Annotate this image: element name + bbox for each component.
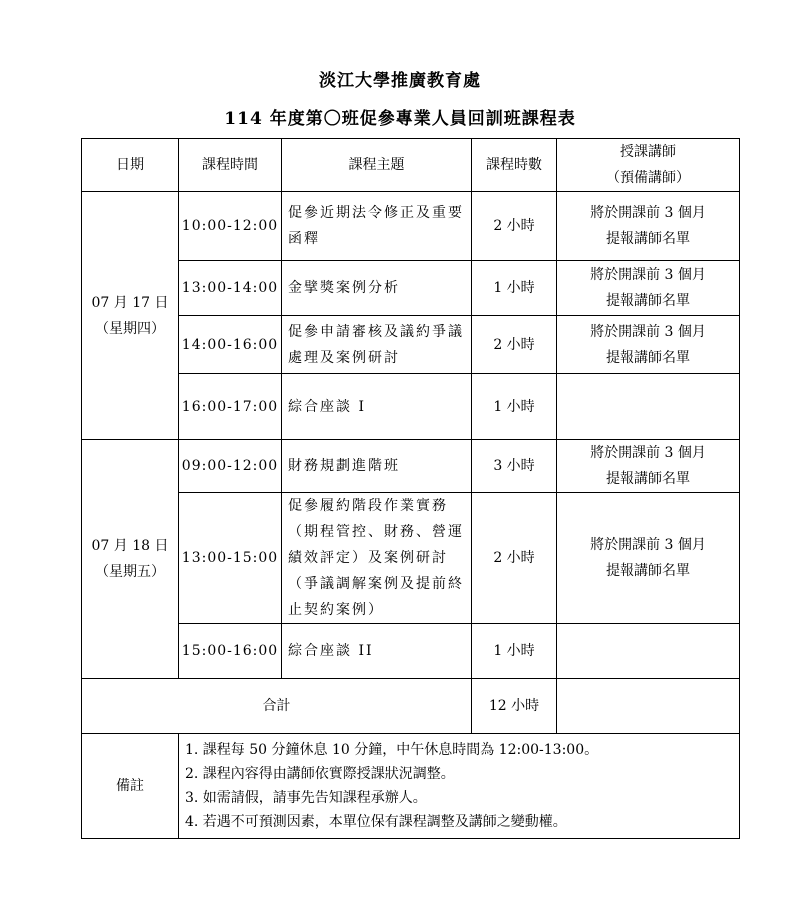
col-header-hours: 課程時數 xyxy=(472,139,557,192)
day1-weekday: （星期四） xyxy=(95,320,165,337)
session-instructor xyxy=(557,261,740,316)
session-time: 16:00-17:00 xyxy=(179,374,282,440)
table-row xyxy=(82,374,740,440)
header-row xyxy=(82,139,740,192)
instructor-line2: 提報講師名單 xyxy=(606,231,690,247)
session-hours: 1 小時 xyxy=(472,261,557,316)
table-row xyxy=(82,440,740,493)
day2-date: 07 月 18 日 xyxy=(91,538,169,554)
notes-row xyxy=(82,734,740,839)
table-row xyxy=(82,493,740,624)
note-item: 1. 課程每 50 分鐘休息 10 分鐘，中午休息時間為 12:00-13:00。 xyxy=(185,742,599,758)
notes-body xyxy=(179,734,740,839)
organization-title: 淡江大學推廣教育處 xyxy=(319,71,481,91)
total-row xyxy=(82,679,740,734)
col-header-date: 日期 xyxy=(82,139,179,192)
session-topic: 促參履約階段作業實務（期程管控、財務、營運績效評定）及案例研討（爭議調解案例及提前終止契約案例） xyxy=(282,493,472,624)
session-time: 13:00-14:00 xyxy=(179,261,282,316)
session-topic: 綜合座談 II xyxy=(282,624,472,679)
session-hours: 2 小時 xyxy=(472,192,557,261)
session-hours: 1 小時 xyxy=(472,624,557,679)
instructor-header-line2: （預備講師） xyxy=(606,170,690,186)
session-topic: 綜合座談 I xyxy=(282,374,472,440)
total-label: 合計 xyxy=(82,679,472,734)
document-title: 114 年度第〇班促參專業人員回訓班課程表 xyxy=(224,109,576,129)
session-time: 09:00-12:00 xyxy=(179,440,282,493)
session-instructor xyxy=(557,316,740,374)
day2-date-cell xyxy=(82,440,179,679)
note-item: 3. 如需請假，請事先告知課程承辦人。 xyxy=(185,790,427,806)
col-header-instructor xyxy=(557,139,740,192)
instructor-line2: 提報講師名單 xyxy=(606,293,690,309)
table-row xyxy=(82,624,740,679)
table-row xyxy=(82,261,740,316)
session-hours: 1 小時 xyxy=(472,374,557,440)
session-instructor xyxy=(557,493,740,624)
note-item: 4. 若遇不可預測因素，本單位保有課程調整及講師之變動權。 xyxy=(185,814,567,830)
instructor-line2: 提報講師名單 xyxy=(606,471,690,487)
session-instructor xyxy=(557,440,740,493)
instructor-line1: 將於開課前 3 個月 xyxy=(590,267,706,283)
session-topic: 金擘獎案例分析 xyxy=(282,261,472,316)
notes-label: 備註 xyxy=(82,734,179,839)
day1-date: 07 月 17 日 xyxy=(91,294,169,311)
session-hours: 2 小時 xyxy=(472,493,557,624)
session-time: 15:00-16:00 xyxy=(179,624,282,679)
session-instructor xyxy=(557,624,740,679)
session-instructor xyxy=(557,374,740,440)
note-item: 2. 課程內容得由講師依實際授課狀況調整。 xyxy=(185,766,455,782)
instructor-line1: 將於開課前 3 個月 xyxy=(590,445,706,461)
session-topic: 促參近期法令修正及重要函釋 xyxy=(282,192,472,261)
instructor-line1: 將於開課前 3 個月 xyxy=(590,323,706,340)
session-time: 13:00-15:00 xyxy=(179,493,282,624)
instructor-line2: 提報講師名單 xyxy=(606,349,690,366)
col-header-time: 課程時間 xyxy=(179,139,282,192)
total-instructor-empty xyxy=(557,679,740,734)
session-time: 10:00-12:00 xyxy=(179,192,282,261)
total-hours: 12 小時 xyxy=(472,679,557,734)
instructor-line2: 提報講師名單 xyxy=(606,563,690,579)
day1-date-cell xyxy=(82,192,179,440)
day2-weekday: （星期五） xyxy=(95,564,165,580)
instructor-line1: 將於開課前 3 個月 xyxy=(590,537,706,553)
col-header-topic: 課程主題 xyxy=(282,139,472,192)
table-row xyxy=(82,316,740,374)
session-hours: 3 小時 xyxy=(472,440,557,493)
session-time: 14:00-16:00 xyxy=(179,316,282,374)
session-hours: 2 小時 xyxy=(472,316,557,374)
instructor-line1: 將於開課前 3 個月 xyxy=(590,205,706,221)
session-instructor xyxy=(557,192,740,261)
instructor-header-line1: 授課講師 xyxy=(620,144,676,160)
session-topic: 財務規劃進階班 xyxy=(282,440,472,493)
session-topic: 促參申請審核及議約爭議處理及案例研討 xyxy=(282,316,472,374)
course-schedule-table xyxy=(81,138,740,839)
table-row xyxy=(82,192,740,261)
